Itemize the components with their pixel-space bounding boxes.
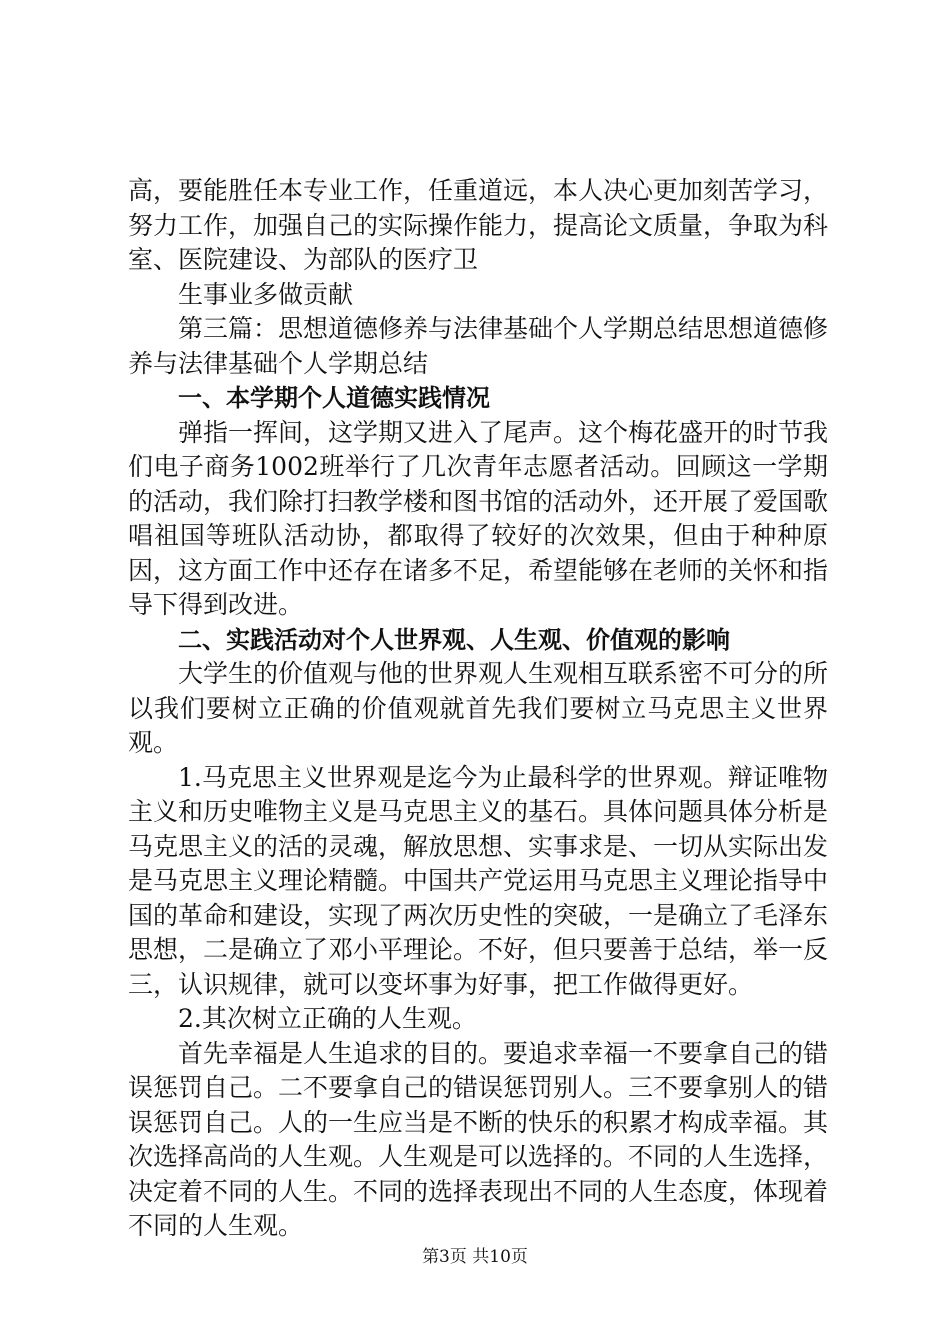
- paragraph-point-2: 2.其次树立正确的人生观。: [178, 1004, 477, 1033]
- paragraph-1: 高，要能胜任本专业工作，任重道远，本人决心更加刻苦学习，努力工作，加强自己的实际操作能力，提高论文质量，争取为科室、医院建设、为部队的医疗卫: [128, 176, 829, 274]
- paragraph-values: 大学生的价值观与他的世界观人生观相互联系密不可分的所以我们要树立正确的价值观就首先我们要树立马克思主义世界观。: [128, 659, 829, 757]
- paragraph-happiness: 首先幸福是人生追求的目的。要追求幸福一不要拿自己的错误惩罚自己。二不要拿自己的错误惩罚别人。三不要拿别人的错误惩罚自己。人的一生应当是不断的快乐的积累才构成幸福。其次选择高尚的人生观。人生观是可以选择的。不同的人生选择，决定着不同的人生。不同的选择表现出不同的人生态度，体现着不同的人生观。: [128, 1038, 829, 1240]
- paragraph-2: 生事业多做贡献: [178, 279, 354, 309]
- paragraph-practice: 弹指一挥间，这学期又进入了尾声。这个梅花盛开的时节我们电子商务1002班举行了几次青年志愿者活动。回顾这一学期的活动，我们除打扫教学楼和图书馆的活动外，还开展了爱国歌唱祖国等班队活动协，都取得了较好的次效果，但由于种种原因，这方面工作中还存在诸多不足，希望能够在老师的关怀和指导下得到改进。: [128, 417, 829, 619]
- section-heading-1: 一、本学期个人道德实践情况: [178, 384, 490, 412]
- document-body: [128, 174, 828, 1244]
- paragraph-chapter-title: 第三篇：思想道德修养与法律基础个人学期总结思想道德修养与法律基础个人学期总结: [128, 314, 829, 378]
- paragraph-point-1: 1.马克思主义世界观是迄今为止最科学的世界观。辩证唯物主义和历史唯物主义是马克思主义的基石。具体问题具体分析是马克思主义的活的灵魂，解放思想、实事求是、一切从实际出发是马克思主义理论精髓。中国共产党运用马克思主义理论指导中国的革命和建设，实现了两次历史性的突破，一是确立了毛泽东思想，二是确立了邓小平理论。不好，但只要善于总结，举一反三，认识规律，就可以变坏事为好事，把工作做得更好。: [128, 762, 829, 999]
- page-number-footer: 第3页 共10页: [422, 1247, 528, 1267]
- section-heading-2: 二、实践活动对个人世界观、人生观、价值观的影响: [178, 625, 730, 654]
